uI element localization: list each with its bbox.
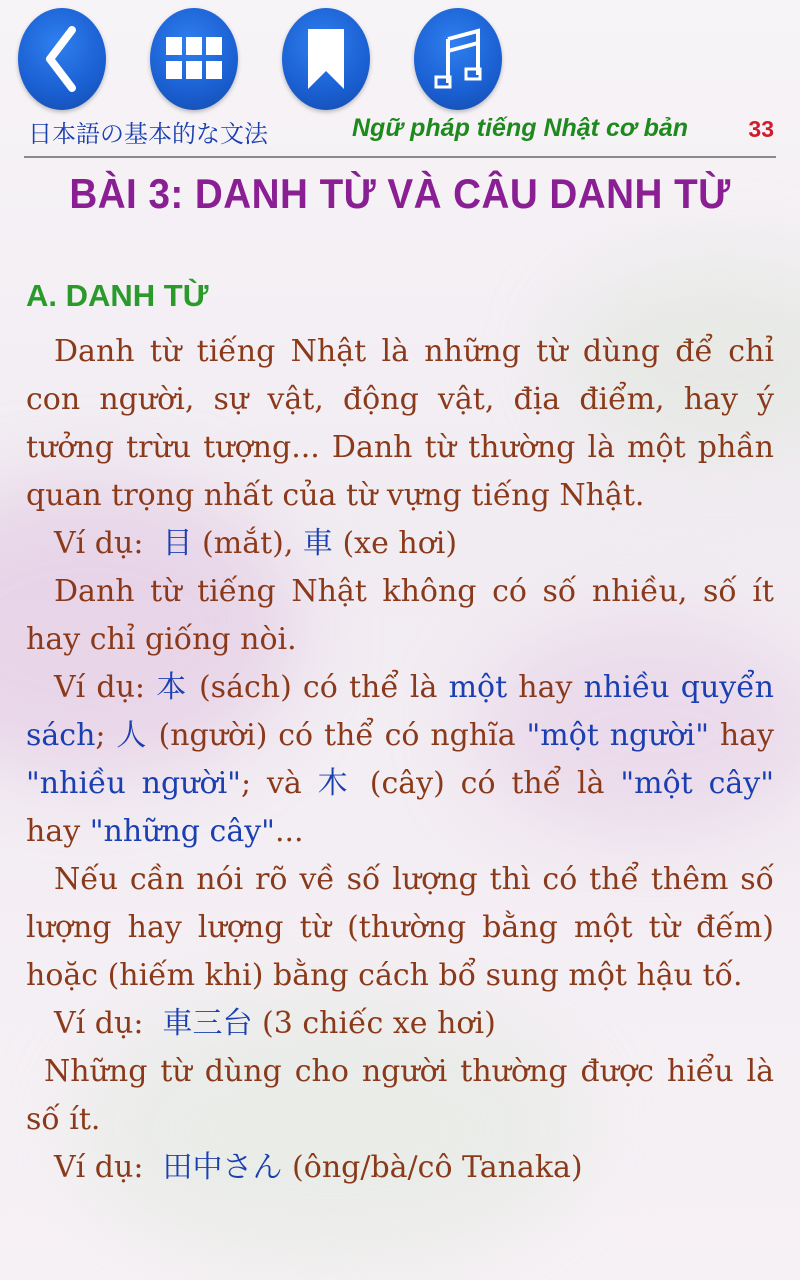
highlight-text: một (448, 670, 508, 705)
page-header (24, 112, 776, 158)
paragraph: Những từ dùng cho người thường được hiểu là số ít. (26, 1054, 774, 1137)
highlight-text: "những cây" (89, 814, 275, 849)
highlight-text: nhiều quyển sách (26, 670, 775, 753)
menu-button[interactable] (150, 8, 238, 110)
example-text: (3 chiếc xe hơi) (252, 1006, 496, 1041)
back-button[interactable] (18, 8, 106, 110)
kanji-text: 木 (317, 766, 354, 801)
example-line (26, 520, 774, 568)
example-text: hay (507, 670, 584, 705)
example-text: ; và (240, 766, 318, 801)
grid-menu-icon (164, 35, 224, 83)
page-number: 33 (748, 116, 774, 142)
example-paragraph (26, 664, 774, 856)
kanji-text: 人 (116, 718, 148, 753)
example-text: hay (26, 814, 90, 849)
example-text: ; (95, 718, 117, 753)
paragraph: Nếu cần nói rõ về số lượng thì có thể thêm số lượng hay lượng từ (thường bằng một từ đếm) hoặc (hiếm khi) bằng cách bổ sung một hậu tố. (26, 862, 774, 993)
lesson-title: BÀI 3: DANH TỪ VÀ CÂU DANH TỪ (69, 170, 731, 217)
highlight-text: "nhiều người" (26, 766, 241, 801)
example-text: (ông/bà/cô Tanaka) (282, 1150, 583, 1185)
example-text: (người) có thể có nghĩa (147, 718, 527, 753)
highlight-text: "một người" (526, 718, 710, 753)
example-text: (cây) có thể là (353, 766, 621, 801)
example-text: (sách) có thể là (187, 670, 449, 705)
example-label: Ví dụ: (54, 670, 146, 705)
kanji-text: 車三台 (162, 1006, 253, 1041)
example-line (26, 1000, 774, 1048)
paragraph: Danh từ tiếng Nhật là những từ dùng để chỉ con người, sự vật, động vật, địa điểm, hay ý tưởng trừu tượng... Danh từ thường là một phần quan trọng nhất của từ vựng tiếng Nhật. (26, 334, 774, 513)
bookmark-button[interactable] (282, 8, 370, 110)
example-text: (xe hơi) (332, 526, 458, 561)
kanji-text: 田中さん (162, 1150, 283, 1185)
toolbar (0, 0, 800, 120)
highlight-text: "một cây" (620, 766, 775, 801)
example-text: hay (709, 718, 775, 753)
kanji-text: 目 (162, 526, 193, 561)
back-arrow-icon (42, 24, 82, 94)
music-note-icon (432, 27, 484, 91)
example-text: ... (274, 814, 304, 849)
section-title: A. DANH TỪ (26, 278, 209, 313)
bookmark-icon (306, 27, 346, 91)
audio-button[interactable] (414, 8, 502, 110)
example-label: Ví dụ: (54, 526, 144, 561)
header-vietnamese-title: Ngữ pháp tiếng Nhật cơ bản (352, 114, 689, 142)
example-line (26, 1144, 774, 1192)
kanji-text: 車 (302, 526, 333, 561)
example-label: Ví dụ: (54, 1150, 144, 1185)
paragraph: Danh từ tiếng Nhật không có số nhiều, số ít hay chỉ giống nòi. (26, 574, 774, 657)
kanji-text: 本 (156, 670, 188, 705)
example-text: (mắt), (192, 526, 303, 561)
lesson-content (26, 328, 774, 1192)
header-japanese-title: 日本語の基本的な文法 (28, 120, 268, 148)
example-label: Ví dụ: (54, 1006, 144, 1041)
